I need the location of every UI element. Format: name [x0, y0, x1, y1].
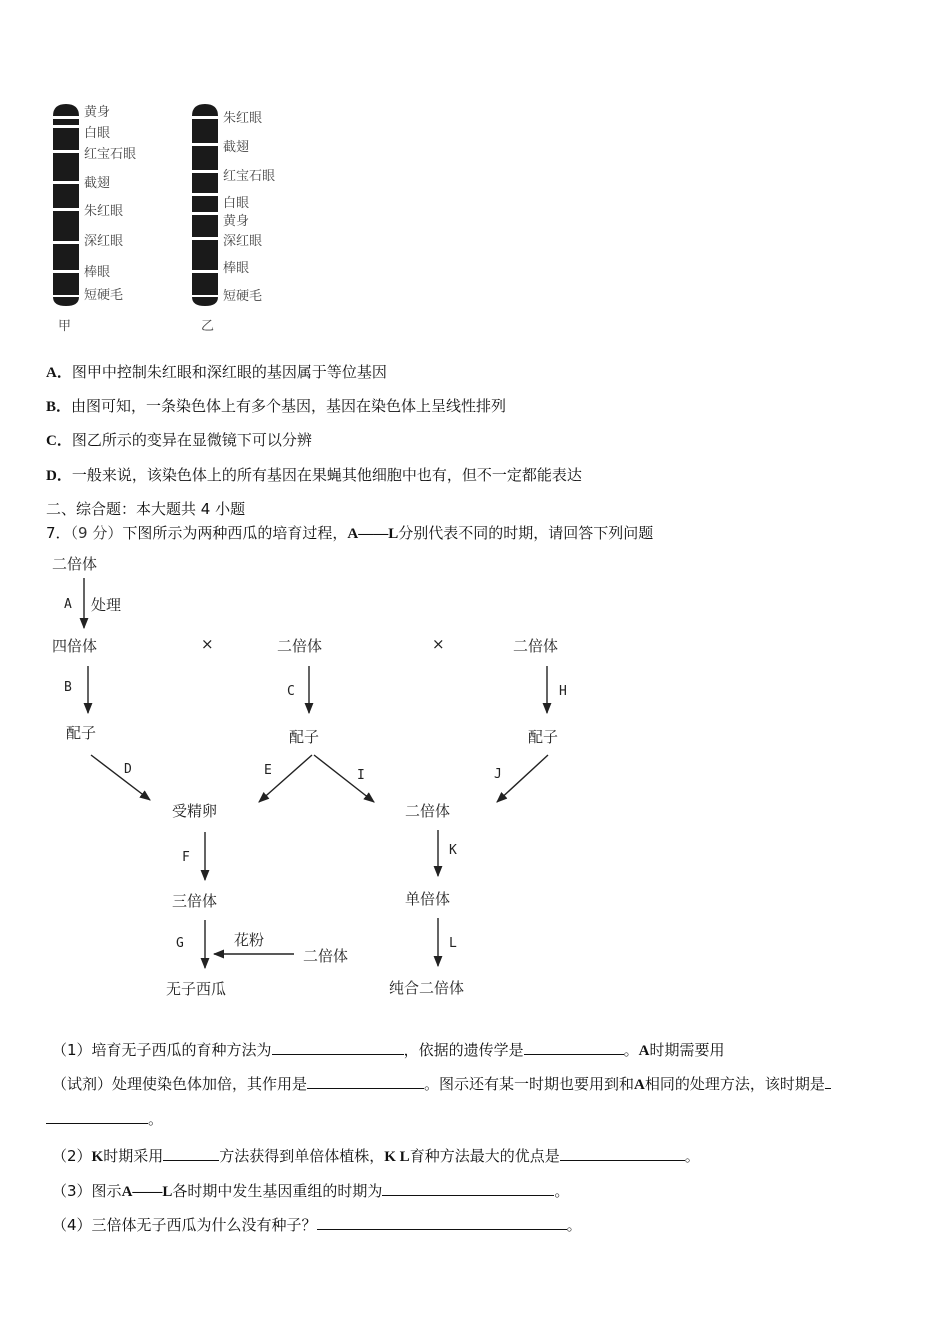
- subq-number: （2）: [52, 1147, 92, 1165]
- step-h-label: H: [559, 684, 567, 699]
- option-text: 由图可知，一条染色体上有多个基因，基因在染色体上呈线性排列: [71, 397, 507, 415]
- gene-label-b-1: 朱红眼: [223, 111, 263, 126]
- answer-blank[interactable]: [825, 1074, 831, 1089]
- option-a: [46, 361, 387, 382]
- subq-letter: A——L: [121, 1184, 173, 1200]
- node-tetraploid: 四倍体: [52, 637, 98, 655]
- gene-label-a-3: 红宝石眼: [84, 147, 137, 162]
- subq-text: 。: [148, 1110, 164, 1128]
- subq-letter: A: [638, 1043, 650, 1059]
- arrow-i: [314, 755, 374, 802]
- subq-text: 。: [684, 1147, 700, 1165]
- subq-text: （试剂）处理使染色体加倍，其作用是: [52, 1075, 308, 1093]
- node-zygote: 受精卵: [172, 802, 218, 820]
- arrow-d: [91, 755, 150, 800]
- gene-label-b-7: 棒眼: [223, 261, 250, 276]
- answer-blank[interactable]: [560, 1146, 685, 1161]
- subq-text: 各时期中发生基因重组的时期为: [172, 1182, 383, 1200]
- node-diploid-right: 二倍体: [513, 637, 559, 655]
- subq-text: 方法获得到单倍体植株，: [219, 1147, 385, 1165]
- answer-blank[interactable]: [307, 1074, 424, 1089]
- subq-text: 育种方法最大的优点是: [409, 1147, 560, 1165]
- subquestion-1-line-1: [52, 1039, 724, 1060]
- question-range: A——L: [347, 526, 399, 542]
- gamete-right: 配子: [528, 728, 559, 746]
- subq-number: （1）: [52, 1041, 92, 1059]
- gene-label-a-6: 深红眼: [84, 234, 124, 249]
- subq-text: 时期采用: [103, 1147, 164, 1165]
- node-seedless-watermelon: 无子西瓜: [166, 980, 227, 998]
- treat-label: 处理: [91, 596, 122, 614]
- arrow-j: [497, 755, 548, 802]
- option-letter: B．: [46, 399, 72, 415]
- node-diploid-top: 二倍体: [52, 555, 98, 573]
- gene-label-a-1: 黄身: [84, 105, 111, 120]
- subq-text: 三倍体无子西瓜为什么没有种子？: [91, 1216, 317, 1234]
- pollen-label: 花粉: [234, 931, 265, 949]
- option-letter: C．: [46, 433, 72, 449]
- option-text: 一般来说，该染色体上的所有基因在果蝇其他细胞中也有，但不一定都能表达: [71, 466, 582, 484]
- subq-number: （4）: [52, 1216, 92, 1234]
- option-letter: A．: [46, 365, 72, 381]
- chromosome-b: [192, 104, 218, 306]
- step-e-label: E: [264, 763, 272, 778]
- subq-text: 。图示还有某一时期也要用到和: [424, 1075, 635, 1093]
- subquestion-1-line-2: [52, 1073, 831, 1094]
- node-triploid: 三倍体: [172, 892, 218, 910]
- gene-label-a-7: 棒眼: [84, 265, 111, 280]
- step-b-label: B: [64, 680, 72, 695]
- node-diploid-mid: 二倍体: [277, 637, 323, 655]
- question-score: （9 分）: [70, 524, 123, 542]
- step-g-label: G: [176, 936, 184, 951]
- subq-text: 相同的处理方法，该时期是: [644, 1075, 825, 1093]
- option-text: 图甲中控制朱红眼和深红眼的基因属于等位基因: [71, 363, 387, 381]
- gene-label-b-3: 红宝石眼: [223, 169, 276, 184]
- subq-text: 图示: [91, 1182, 122, 1200]
- gene-label-a-8: 短硬毛: [84, 288, 124, 303]
- node-pure-diploid: 纯合二倍体: [389, 979, 465, 997]
- gene-label-b-2: 截翅: [223, 140, 250, 155]
- cross-sign-1: ×: [201, 635, 214, 653]
- subq-text: 。: [554, 1182, 570, 1200]
- subq-text: 。: [623, 1041, 639, 1059]
- subquestion-3: [52, 1180, 569, 1201]
- gene-label-a-5: 朱红眼: [84, 204, 124, 219]
- step-c-label: C: [287, 684, 295, 699]
- cross-sign-2: ×: [432, 635, 445, 653]
- subquestion-2: [52, 1145, 700, 1166]
- question-prompt: 下图所示为两种西瓜的培育过程，: [122, 524, 348, 542]
- node-diploid-pollen: 二倍体: [303, 947, 349, 965]
- subq-text: ，依据的遗传学是: [403, 1041, 524, 1059]
- gene-label-a-2: 白眼: [84, 126, 111, 141]
- option-text: 图乙所示的变异在显微镜下可以分辨: [71, 431, 312, 449]
- node-haploid: 单倍体: [405, 890, 451, 908]
- gene-label-b-8: 短硬毛: [223, 289, 263, 304]
- answer-blank[interactable]: [163, 1146, 219, 1161]
- step-j-label: J: [494, 767, 502, 782]
- subq-text: 培育无子西瓜的育种方法为: [91, 1041, 272, 1059]
- subquestion-4: [52, 1214, 582, 1235]
- subq-text: 时期需要用: [649, 1041, 725, 1059]
- step-k-label: K: [449, 843, 457, 858]
- gene-label-b-5: 黄身: [223, 214, 250, 229]
- answer-blank[interactable]: [317, 1215, 567, 1230]
- subq-text: 。: [566, 1216, 582, 1234]
- subq-number: （3）: [52, 1182, 92, 1200]
- answer-blank[interactable]: [272, 1040, 404, 1055]
- section-heading: 二、综合题：本大题共 4 小题: [46, 500, 246, 518]
- chromosome-b-caption: 乙: [201, 319, 215, 334]
- option-letter: D．: [46, 468, 72, 484]
- node-diploid-lower: 二倍体: [405, 802, 451, 820]
- subq-letter: K: [91, 1149, 104, 1165]
- step-d-label: D: [124, 762, 132, 777]
- chromosome-a: [53, 104, 79, 306]
- gene-label-b-4: 白眼: [223, 196, 250, 211]
- option-d: [46, 464, 582, 485]
- gamete-left: 配子: [66, 724, 97, 742]
- gamete-mid: 配子: [289, 728, 320, 746]
- option-c: [46, 429, 312, 450]
- question-7-prompt: [46, 522, 653, 543]
- question-number: 7．: [46, 524, 71, 542]
- question-prompt-end: 分别代表不同的时期，请回答下列问题: [398, 524, 654, 542]
- answer-blank[interactable]: [524, 1040, 624, 1055]
- answer-blank[interactable]: [46, 1109, 148, 1124]
- step-a-label: A: [64, 597, 72, 612]
- gene-label-a-4: 截翅: [84, 176, 111, 191]
- gene-label-b-6: 深红眼: [223, 234, 263, 249]
- answer-blank[interactable]: [382, 1181, 554, 1196]
- subq-letter: K L: [384, 1149, 410, 1165]
- step-i-label: I: [357, 768, 365, 783]
- subquestion-1-line-3: [46, 1108, 163, 1129]
- step-l-label: L: [449, 936, 457, 951]
- option-b: [46, 395, 506, 416]
- step-f-label: F: [182, 850, 190, 865]
- subq-letter: A: [634, 1077, 645, 1093]
- chromosome-a-caption: 甲: [58, 319, 72, 334]
